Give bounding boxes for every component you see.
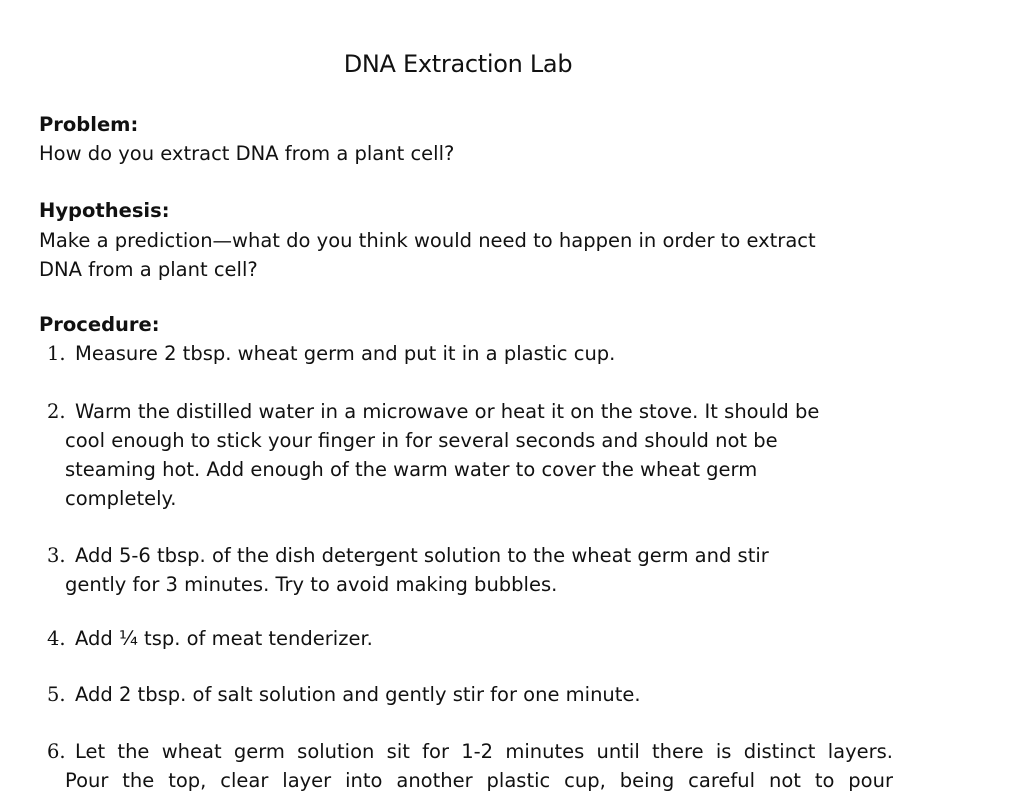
hypothesis-text [39,226,899,284]
document-title: DNA Extraction Lab [343,50,573,78]
step-number: 6. [47,740,66,763]
step-text: Add 5-6 tbsp. of the dish detergent solution to the wheat germ and stir [75,544,769,567]
procedure-step-4 [47,624,897,653]
hypothesis-line-2: DNA from a plant cell? [39,258,258,281]
step-text: Add 2 tbsp. of salt solution and gently stir for one minute. [75,683,641,706]
problem-text: How do you extract DNA from a plant cell? [39,142,455,165]
hypothesis-heading: Hypothesis: [39,199,170,222]
step-text: gently for 3 minutes. Try to avoid making bubbles. [65,573,558,596]
step-number: 4. [47,627,66,650]
step-text: Let the wheat germ solution sit for 1-2 minutes until there is distinct layers. [75,740,893,763]
step-text: Warm the distilled water in a microwave or heat it on the stove. It should be [75,400,820,423]
step-number: 2. [47,400,66,423]
procedure-step-1 [47,339,897,368]
step-text: Measure 2 tbsp. wheat germ and put it in a plastic cup. [75,342,616,365]
step-number: 3. [47,544,66,567]
step-text: Pour the top, clear layer into another plastic cup, being careful not to pour [65,769,893,792]
hypothesis-line-1: Make a prediction—what do you think would need to happen in order to extract [39,229,816,252]
step-text: Add ¼ tsp. of meat tenderizer. [75,627,373,650]
procedure-step-6 [47,737,893,795]
procedure-step-2 [47,397,897,513]
step-number: 5. [47,683,66,706]
step-text: completely. [65,487,177,510]
procedure-step-3 [47,541,897,599]
step-text: steaming hot. Add enough of the warm water to cover the wheat germ [65,458,758,481]
procedure-step-5 [47,680,897,709]
procedure-heading: Procedure: [39,313,160,336]
problem-heading: Problem: [39,113,139,136]
step-text: cool enough to stick your finger in for several seconds and should not be [65,429,778,452]
step-number: 1. [47,342,66,365]
